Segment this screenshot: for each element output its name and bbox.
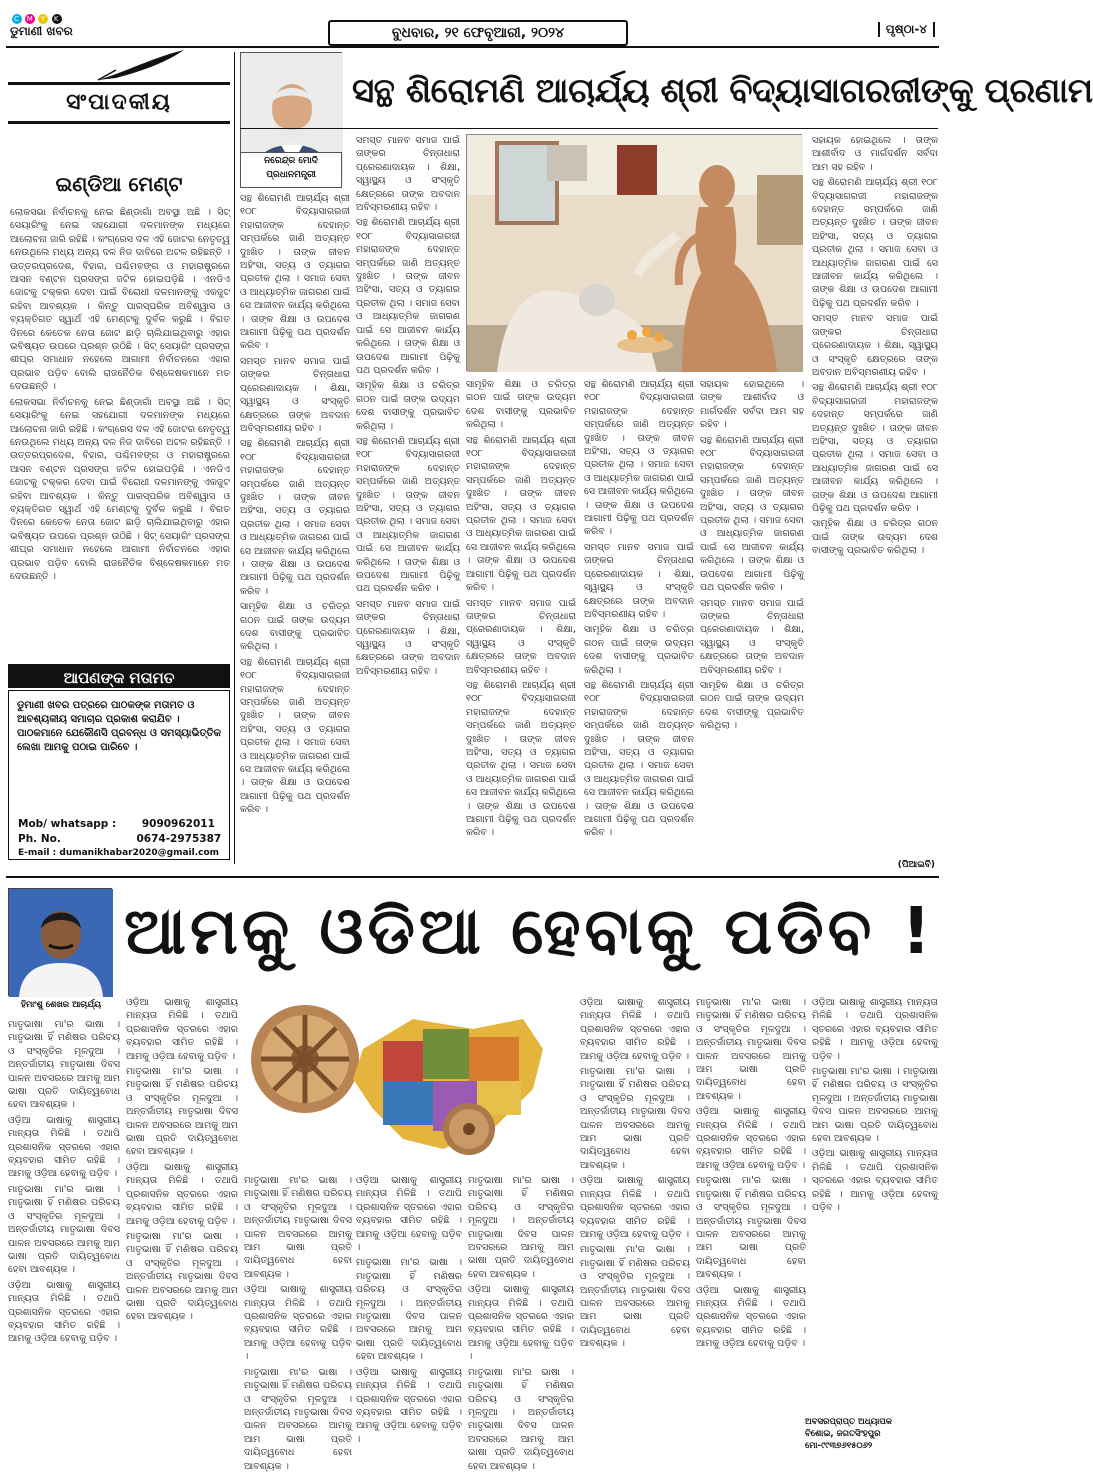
article2-paragraph: ମାତୃଭାଷା ମା'ର ଭାଷା । ମାତୃଭାଷା ହିଁ ମଣିଷର ପରିଚୟ ଓ ସଂସ୍କୃତିର ମୂଳଦୁଆ । ଅନ୍ତର୍ଜାତୀୟ ମାତୃଭାଷା ଦିବସ ପାଳନ ଅବସରରେ ଆମକୁ ଆମ ଭାଷା ପ୍ରତି ଦାୟିତ୍ୱବୋଧ ହେବା ଆବଶ୍ୟକ । [580, 1066, 690, 1171]
editorial-body [10, 206, 230, 646]
article2-paragraph: ଓଡ଼ିଆ ଭାଷାକୁ ଶାସ୍ତ୍ରୀୟ ମାନ୍ୟତା ମିଳିଛି । ତଥାପି ପ୍ରଶାସନିକ ସ୍ତରରେ ଏହାର ବ୍ୟବହାର ସୀମିତ ରହିଛି । ଆମକୁ ଓଡ଼ିଆ ହେବାକୁ ପଡ଼ିବ । [126, 1161, 238, 1227]
signature-place: ବିଶୋଇ, ଜଗତସିଂହପୁର [805, 1429, 881, 1439]
columnist-illustration [9, 889, 113, 997]
article2-paragraph: ଓଡ଼ିଆ ଭାଷାକୁ ଶାସ୍ତ୍ରୀୟ ମାନ୍ୟତା ମିଳିଛି । ତଥାପି ପ୍ରଶାସନିକ ସ୍ତରରେ ଏହାର ବ୍ୟବହାର ସୀମିତ ରହିଛି । ଆମକୁ ଓଡ଼ିଆ ହେବାକୁ ପଡ଼ିବ । [696, 1284, 806, 1350]
article2-paragraph: ମାତୃଭାଷା ମା'ର ଭାଷା । ମାତୃଭାଷା ହିଁ ମଣିଷର ପରିଚୟ ଓ ସଂସ୍କୃତିର ମୂଳଦୁଆ । ଅନ୍ତର୍ଜାତୀୟ ମାତୃଭାଷା ଦିବସ ପାଳନ ଅବସରରେ ଆମକୁ ଆମ ଭାଷା ପ୍ରତି ଦାୟିତ୍ୱବୋଧ ହେବା ଆବଶ୍ୟକ । [126, 1230, 238, 1323]
article2-paragraph: ମାତୃଭାଷା ମା'ର ଭାଷା । ମାତୃଭାଷା ହିଁ ମଣିଷର ପରିଚୟ ଓ ସଂସ୍କୃତିର ମୂଳଦୁଆ । ଅନ୍ତର୍ଜାତୀୟ ମାତୃଭାଷା ଦିବସ ପାଳନ ଅବସରରେ ଆମକୁ ଆମ ଭାଷା ପ୍ରତି ଦାୟିତ୍ୱବୋଧ ହେବା ଆବଶ୍ୟକ । [696, 1175, 806, 1281]
article1-paragraph: ସମସ୍ତ ମାନବ ସମାଜ ପାଇଁ ତାଙ୍କର ଚିନ୍ତାଧାରା ପ୍ରେରଣାଦାୟକ । ଶିକ୍ଷା, ସ୍ୱାସ୍ଥ୍ୟ ଓ ସଂସ୍କୃତି କ୍ଷେତ୍ରରେ ତାଙ୍କ ଅବଦାନ ଅବିସ୍ମରଣୀୟ ରହିବ । [240, 355, 350, 434]
article2-column-7 [696, 996, 806, 1458]
editorial-paragraph: ଲୋକସଭା ନିର୍ବାଚନକୁ ନେଇ ଛିଣ୍ଡାଗାଁ ଅବସ୍ଥା ଅଛି । ସିଟ୍ ସେୟାରିଂକୁ ନେଇ ସହଯୋଗୀ ଦଳମାନଙ୍କ ମଧ୍ୟରେ ଆଲୋଚନା ଜାରି ରହିଛି । କଂଗ୍ରେସ ଦଳ ଏହି ଜୋଟର ନେତୃତ୍ୱ ନେଉଥିଲେ ମଧ୍ୟ ଅନ୍ୟ ଦଳ ନିଜ ଦାବିରେ ଅଟଳ ରହିଛନ୍ତି । ଉତ୍ତରପ୍ରଦେଶ, ବିହାର, ପଶ୍ଚିମବଙ୍ଗ ଓ ମହାରାଷ୍ଟ୍ରରେ ଆସନ ବଣ୍ଟନ ପ୍ରସଙ୍ଗ ଜଟିଳ ହୋଇପଡ଼ିଛି । ଏନଡିଏ ଜୋଟକୁ ଟକ୍କର ଦେବା ପାଇଁ ବିରୋଧୀ ଦଳମାନଙ୍କୁ ଏକଜୁଟ ରହିବା ଆବଶ୍ୟକ । କିନ୍ତୁ ପାରସ୍ପରିକ ଅବିଶ୍ୱାସ ଓ ବ୍ୟକ୍ତିଗତ ସ୍ୱାର୍ଥ ଏହି ମେଣ୍ଟକୁ ଦୁର୍ବଳ କରୁଛି । ବିଗତ ଦିନରେ କେତେକ ନେତା ଜୋଟ ଛାଡ଼ି ଚାଲିଯାଇଥିବାରୁ ଏହାର ଭବିଷ୍ୟତ ଉପରେ ପ୍ରଶ୍ନ ଉଠିଛି । ସିଟ୍ ସେୟାରିଂ ପ୍ରସଙ୍ଗ ଶୀଘ୍ର ସମାଧାନ ନହେଲେ ଆଗାମୀ ନିର୍ବାଚନରେ ଏହାର ପ୍ରଭାବ ପଡ଼ିବ ବୋଲି ରାଜନୈତିକ ବିଶ୍ଳେଷକମାନେ ମତ ଦେଉଛନ୍ତି । [10, 207, 230, 393]
article2-paragraph: ଓଡ଼ିଆ ଭାଷାକୁ ଶାସ୍ତ୍ରୀୟ ମାନ୍ୟତା ମିଳିଛି । ତଥାପି ପ୍ରଶାସନିକ ସ୍ତରରେ ଏହାର ବ୍ୟବହାର ସୀମିତ ରହିଛି । ଆମକୁ ଓଡ଼ିଆ ହେବାକୁ ପଡ଼ିବ । [580, 997, 690, 1062]
editorial-title: ଇଣ୍ଡିଆ ମେଣ୍ଟ [55, 172, 183, 196]
black-mark: K [52, 14, 62, 24]
columnist-photo [8, 888, 112, 996]
author-caption [240, 152, 342, 188]
author-role: ପ୍ରଧାନମନ୍ତ୍ରୀ [266, 170, 316, 180]
article2-paragraph: ମାତୃଭାଷା ମା'ର ଭାଷା । ମାତୃଭାଷା ହିଁ ମଣିଷର ପରିଚୟ ଓ ସଂସ୍କୃତିର ମୂଳଦୁଆ । ଅନ୍ତର୍ଜାତୀୟ ମାତୃଭାଷା ଦିବସ ପାଳନ ଅବସରରେ ଆମକୁ ଆମ ଭାଷା ପ୍ରତି ଦାୟିତ୍ୱବୋଧ ହେବା ଆବଶ୍ୟକ । [468, 1366, 574, 1472]
article1-paragraph: ସାମୂହିକ ଶିକ୍ଷା ଓ ଚରିତ୍ର ଗଠନ ପାଇଁ ତାଙ୍କ ଉଦ୍ୟମ ଦେଶ ବାସୀଙ୍କୁ ପ୍ରଭାବିତ କରିଥିଲା । [812, 518, 938, 557]
article2-paragraph: ମାତୃଭାଷା ମା'ର ଭାଷା । ମାତୃଭାଷା ହିଁ ମଣିଷର ପରିଚୟ ଓ ସଂସ୍କୃତିର ମୂଳଦୁଆ । ଅନ୍ତର୍ଜାତୀୟ ମାତୃଭାଷା ଦିବସ ପାଳନ ଅବସରରେ ଆମକୁ ଆମ ଭାଷା ପ୍ରତି ଦାୟିତ୍ୱବୋଧ ହେବା ଆବଶ୍ୟକ । [696, 997, 806, 1102]
article1-column-3 [466, 378, 576, 858]
mobile-label: Mob/ whatsapp : [18, 818, 117, 830]
article2-paragraph: ମାତୃଭାଷା ମା'ର ଭାଷା । ମାତୃଭାଷା ହିଁ ମଣିଷର ପରିଚୟ ଓ ସଂସ୍କୃତିର ମୂଳଦୁଆ । ଅନ୍ତର୍ଜାତୀୟ ମାତୃଭାଷା ଦିବସ ପାଳନ ଅବସରରେ ଆମକୁ ଆମ ଭାଷା ପ୍ରତି ଦାୟିତ୍ୱବୋଧ ହେବା ଆବଶ୍ୟକ । [244, 1175, 352, 1280]
konark-wheel-and-map-illustration [243, 989, 572, 1165]
photo-illustration [467, 135, 803, 372]
email-contact: E-mail : dumanikhabar2020@gmail.com [18, 848, 220, 858]
section-divider [6, 876, 939, 878]
yellow-mark: Y [38, 14, 48, 24]
opinion-section-heading: ଆପଣଙ୍କ ମତାମତ [8, 664, 230, 688]
article1-paragraph: ସନ୍ଥ ଶିରୋମଣି ଆଚାର୍ଯ୍ୟ ଶ୍ରୀ ୧୦୮ ବିଦ୍ୟାସାଗରଜୀ ମହାରାଜଙ୍କ ଦେହାନ୍ତ ସମ୍ପର୍କରେ ଜାଣି ଅତ୍ୟନ୍ତ ଦୁଃଖିତ । ତାଙ୍କ ଜୀବନ ଅହିଂସା, ସତ୍ୟ ଓ ତ୍ୟାଗର ପ୍ରତୀକ ଥିଲା । ସମାଜ ସେବା ଓ ଆଧ୍ୟାତ୍ମିକ ଜାଗରଣ ପାଇଁ ସେ ଆଜୀବନ କାର୍ଯ୍ୟ କରିଥିଲେ । ତାଙ୍କ ଶିକ୍ଷା ଓ ଉପଦେଶ ଆଗାମୀ ପିଢ଼ିକୁ ପଥ ପ୍ରଦର୍ଶନ କରିବ । [240, 438, 350, 597]
article2-column-2 [126, 996, 238, 1456]
article1-paragraph: ସମସ୍ତ ମାନବ ସମାଜ ପାଇଁ ତାଙ୍କର ଚିନ୍ତାଧାରା ପ୍ରେରଣାଦାୟକ । ଶିକ୍ଷା, ସ୍ୱାସ୍ଥ୍ୟ ଓ ସଂସ୍କୃତି କ୍ଷେତ୍ରରେ ତାଙ୍କ ଅବଦାନ ଅବିସ୍ମରଣୀୟ ରହିବ । [356, 598, 460, 677]
article2-paragraph: ଓଡ଼ିଆ ଭାଷାକୁ ଶାସ୍ତ୍ରୀୟ ମାନ୍ୟତା ମିଳିଛି । ତଥାପି ପ୍ରଶାସନିକ ସ୍ତରରେ ଏହାର ବ୍ୟବହାର ସୀମିତ ରହିଛି । ଆମକୁ ଓଡ଼ିଆ ହେବାକୁ ପଡ଼ିବ । [580, 1175, 690, 1240]
article-credit: (ପିଆଇବି) [897, 860, 935, 870]
article1-paragraph: ସନ୍ଥ ଶିରୋମଣି ଆଚାର୍ଯ୍ୟ ଶ୍ରୀ ୧୦୮ ବିଦ୍ୟାସାଗରଜୀ ମହାରାଜଙ୍କ ଦେହାନ୍ତ ସମ୍ପର୍କରେ ଜାଣି ଅତ୍ୟନ୍ତ ଦୁଃଖିତ । ତାଙ୍କ ଜୀବନ ଅହିଂସା, ସତ୍ୟ ଓ ତ୍ୟାଗର ପ୍ରତୀକ ଥିଲା । ସମାଜ ସେବା ଓ ଆଧ୍ୟାତ୍ମିକ ଜାଗରଣ ପାଇଁ ସେ ଆଜୀବନ କାର୍ଯ୍ୟ କରିଥିଲେ । ତାଙ୍କ ଶିକ୍ଷା ଓ ଉପଦେଶ ଆଗାମୀ ପିଢ଼ିକୁ ପଥ ପ୍ରଦର୍ଶନ କରିବ । [812, 177, 938, 309]
editorial-paragraph-continued: ଲୋକସଭା ନିର୍ବାଚନକୁ ନେଇ ଛିଣ୍ଡାଗାଁ ଅବସ୍ଥା ଅଛି । ସିଟ୍ ସେୟାରିଂକୁ ନେଇ ସହଯୋଗୀ ଦଳମାନଙ୍କ ମଧ୍ୟରେ ଆଲୋଚନା ଜାରି ରହିଛି । କଂଗ୍ରେସ ଦଳ ଏହି ଜୋଟର ନେତୃତ୍ୱ ନେଉଥିଲେ ମଧ୍ୟ ଅନ୍ୟ ଦଳ ନିଜ ଦାବିରେ ଅଟଳ ରହିଛନ୍ତି । ଉତ୍ତରପ୍ରଦେଶ, ବିହାର, ପଶ୍ଚିମବଙ୍ଗ ଓ ମହାରାଷ୍ଟ୍ରରେ ଆସନ ବଣ୍ଟନ ପ୍ରସଙ୍ଗ ଜଟିଳ ହୋଇପଡ଼ିଛି । ଏନଡିଏ ଜୋଟକୁ ଟକ୍କର ଦେବା ପାଇଁ ବିରୋଧୀ ଦଳମାନଙ୍କୁ ଏକଜୁଟ ରହିବା ଆବଶ୍ୟକ । କିନ୍ତୁ ପାରସ୍ପରିକ ଅବିଶ୍ୱାସ ଓ ବ୍ୟକ୍ତିଗତ ସ୍ୱାର୍ଥ ଏହି ମେଣ୍ଟକୁ ଦୁର୍ବଳ କରୁଛି । ବିଗତ ଦିନରେ କେତେକ ନେତା ଜୋଟ ଛାଡ଼ି ଚାଲିଯାଇଥିବାରୁ ଏହାର ଭବିଷ୍ୟତ ଉପରେ ପ୍ରଶ୍ନ ଉଠିଛି । ସିଟ୍ ସେୟାରିଂ ପ୍ରସଙ୍ଗ ଶୀଘ୍ର ସମାଧାନ ନହେଲେ ଆଗାମୀ ନିର୍ବାଚନରେ ଏହାର ପ୍ରଭାବ ପଡ଼ିବ ବୋଲି ରାଜନୈତିକ ବିଶ୍ଳେଷକମାନେ ମତ ଦେଉଛନ୍ତି । [10, 396, 230, 582]
article2-paragraph: ଓଡ଼ିଆ ଭାଷାକୁ ଶାସ୍ତ୍ରୀୟ ମାନ୍ୟତା ମିଳିଛି । ତଥାପି ପ୍ରଶାସନିକ ସ୍ତରରେ ଏହାର ବ୍ୟବହାର ସୀମିତ ରହିଛି । ଆମକୁ ଓଡ଼ିଆ ହେବାକୁ ପଡ଼ିବ । [8, 1114, 120, 1180]
article2-paragraph: ଓଡ଼ିଆ ଭାଷାକୁ ଶାସ୍ତ୍ରୀୟ ମାନ୍ୟତା ମିଳିଛି । ତଥାପି ପ୍ରଶାସନିକ ସ୍ତରରେ ଏହାର ବ୍ୟବହାର ସୀମିତ ରହିଛି । ଆମକୁ ଓଡ଼ିଆ ହେବାକୁ ପଡ଼ିବ । [812, 1148, 938, 1214]
article1-column-2 [356, 134, 460, 854]
article1-paragraph: ସନ୍ଥ ଶିରୋମଣି ଆଚାର୍ଯ୍ୟ ଶ୍ରୀ ୧୦୮ ବିଦ୍ୟାସାଗରଜୀ ମହାରାଜଙ୍କ ଦେହାନ୍ତ ସମ୍ପର୍କରେ ଜାଣି ଅତ୍ୟନ୍ତ ଦୁଃଖିତ । ତାଙ୍କ ଜୀବନ ଅହିଂସା, ସତ୍ୟ ଓ ତ୍ୟାଗର ପ୍ରତୀକ ଥିଲା । ସମାଜ ସେବା ଓ ଆଧ୍ୟାତ୍ମିକ ଜାଗରଣ ପାଇଁ ସେ ଆଜୀବନ କାର୍ଯ୍ୟ କରିଥିଲେ । ତାଙ୍କ ଶିକ୍ଷା ଓ ଉପଦେଶ ଆଗାମୀ ପିଢ଼ିକୁ ପଥ ପ୍ରଦର୍ଶନ କରିବ । [356, 435, 460, 595]
article1-column-4 [584, 378, 694, 858]
quill-pen-icon [96, 48, 186, 82]
article1-paragraph: ସମସ୍ତ ମାନବ ସମାଜ ପାଇଁ ତାଙ୍କର ଚିନ୍ତାଧାରା ପ୍ରେରଣାଦାୟକ । ଶିକ୍ଷା, ସ୍ୱାସ୍ଥ୍ୟ ଓ ସଂସ୍କୃତି କ୍ଷେତ୍ରରେ ତାଙ୍କ ଅବଦାନ ଅବିସ୍ମରଣୀୟ ରହିବ । [812, 313, 938, 378]
article2-paragraph: ଓଡ଼ିଆ ଭାଷାକୁ ଶାସ୍ତ୍ରୀୟ ମାନ୍ୟତା ମିଳିଛି । ତଥାପି ପ୍ରଶାସନିକ ସ୍ତରରେ ଏହାର ବ୍ୟବହାର ସୀମିତ ରହିଛି । ଆମକୁ ଓଡ଼ିଆ ହେବାକୁ ପଡ଼ିବ । [8, 1279, 120, 1345]
article1-paragraph: ସନ୍ଥ ଶିରୋମଣି ଆଚାର୍ଯ୍ୟ ଶ୍ରୀ ୧୦୮ ବିଦ୍ୟାସାଗରଜୀ ମହାରାଜଙ୍କ ଦେହାନ୍ତ ସମ୍ପର୍କରେ ଜାଣି ଅତ୍ୟନ୍ତ ଦୁଃଖିତ । ତାଙ୍କ ଜୀବନ ଅହିଂସା, ସତ୍ୟ ଓ ତ୍ୟାଗର ପ୍ରତୀକ ଥିଲା । ସମାଜ ସେବା ଓ ଆଧ୍ୟାତ୍ମିକ ଜାଗରଣ ପାଇଁ ସେ ଆଜୀବନ କାର୍ଯ୍ୟ କରିଥିଲେ । ତାଙ୍କ ଶିକ୍ଷା ଓ ଉପଦେଶ ଆଗାମୀ ପିଢ଼ିକୁ ପଥ ପ୍ରଦର୍ଶନ କରିବ । [356, 217, 460, 376]
article2-paragraph: ମାତୃଭାଷା ମା'ର ଭାଷା । ମାତୃଭାଷା ହିଁ ମଣିଷର ପରିଚୟ ଓ ସଂସ୍କୃତିର ମୂଳଦୁଆ । ଅନ୍ତର୍ଜାତୀୟ ମାତୃଭାଷା ଦିବସ ପାଳନ ଅବସରରେ ଆମକୁ ଆମ ଭାଷା ପ୍ରତି ଦାୟିତ୍ୱବୋଧ ହେବା ଆବଶ୍ୟକ । [126, 1066, 238, 1158]
article1-paragraph: ସାମୂହିକ ଶିକ୍ଷା ଓ ଚରିତ୍ର ଗଠନ ପାଇଁ ତାଙ୍କ ଉଦ୍ୟମ ଦେଶ ବାସୀଙ୍କୁ ପ୍ରଭାବିତ କରିଥିଲା । [466, 379, 576, 431]
article2-column-8 [812, 996, 938, 1410]
cyan-mark: C [12, 14, 22, 24]
headline-rule [240, 128, 938, 129]
issue-date: ବୁଧବାର, ୨୧ ଫେବୃଆରୀ, ୨୦୨୪ [328, 20, 628, 46]
article1-paragraph: ସନ୍ଥ ଶିରୋମଣି ଆଚାର୍ଯ୍ୟ ଶ୍ରୀ ୧୦୮ ବିଦ୍ୟାସାଗରଜୀ ମହାରାଜଙ୍କ ଦେହାନ୍ତ ସମ୍ପର୍କରେ ଜାଣି ଅତ୍ୟନ୍ତ ଦୁଃଖିତ । ତାଙ୍କ ଜୀବନ ଅହିଂସା, ସତ୍ୟ ଓ ତ୍ୟାଗର ପ୍ରତୀକ ଥିଲା । ସମାଜ ସେବା ଓ ଆଧ୍ୟାତ୍ମିକ ଜାଗରଣ ପାଇଁ ସେ ଆଜୀବନ କାର୍ଯ୍ୟ କରିଥିଲେ । ତାଙ୍କ ଶିକ୍ଷା ଓ ଉପଦେଶ ଆଗାମୀ ପିଢ଼ିକୁ ପଥ ପ୍ରଦର୍ଶନ କରିବ । [584, 679, 694, 839]
article2-paragraph: ମାତୃଭାଷା ମା'ର ଭାଷା । ମାତୃଭାଷା ହିଁ ମଣିଷର ପରିଚୟ ଓ ସଂସ୍କୃତିର ମୂଳଦୁଆ । ଅନ୍ତର୍ଜାତୀୟ ମାତୃଭାଷା ଦିବସ ପାଳନ ଅବସରରେ ଆମକୁ ଆମ ଭାଷା ପ୍ରତି ଦାୟିତ୍ୱବୋଧ ହେବା ଆବଶ୍ୟକ । [580, 1244, 690, 1350]
author-name: ନରେନ୍ଦ୍ର ମୋଦି [264, 156, 318, 166]
article1-paragraph: ସନ୍ଥ ଶିରୋମଣି ଆଚାର୍ଯ୍ୟ ଶ୍ରୀ ୧୦୮ ବିଦ୍ୟାସାଗରଜୀ ମହାରାଜଙ୍କ ଦେହାନ୍ତ ସମ୍ପର୍କରେ ଜାଣି ଅତ୍ୟନ୍ତ ଦୁଃଖିତ । ତାଙ୍କ ଜୀବନ ଅହିଂସା, ସତ୍ୟ ଓ ତ୍ୟାଗର ପ୍ରତୀକ ଥିଲା । ସମାଜ ସେବା ଓ ଆଧ୍ୟାତ୍ମିକ ଜାଗରଣ ପାଇଁ ସେ ଆଜୀବନ କାର୍ଯ୍ୟ କରିଥିଲେ । ତାଙ୍କ ଶିକ୍ଷା ଓ ଉପଦେଶ ଆଗାମୀ ପିଢ଼ିକୁ ପଥ ପ୍ରଦର୍ଶନ କରିବ । [240, 193, 350, 352]
article1-paragraph: ସହାୟକ ହୋଇଥିଲେ । ତାଙ୍କ ଆଶୀର୍ବାଦ ଓ ମାର୍ଗଦର୍ଶନ ସର୍ବଦା ଆମ ସହ ରହିବ । [812, 135, 938, 173]
article2-paragraph: ମାତୃଭାଷା ମା'ର ଭାଷା । ମାତୃଭାଷା ହିଁ ମଣିଷର ପରିଚୟ ଓ ସଂସ୍କୃତିର ମୂଳଦୁଆ । ଅନ୍ତର୍ଜାତୀୟ ମାତୃଭାଷା ଦିବସ ପାଳନ ଅବସରରେ ଆମକୁ ଆମ ଭାଷା ପ୍ରତି ଦାୟିତ୍ୱବୋଧ ହେବା ଆବଶ୍ୟକ । [356, 1257, 462, 1363]
article1-paragraph: ସାମୂହିକ ଶିକ୍ଷା ଓ ଚରିତ୍ର ଗଠନ ପାଇଁ ତାଙ୍କ ଉଦ୍ୟମ ଦେଶ ବାସୀଙ୍କୁ ପ୍ରଭାବିତ କରିଥିଲା । [700, 679, 804, 732]
page-number: ପୃଷ୍ଠା-୪ [878, 22, 935, 37]
article2-paragraph: ମାତୃଭାଷା ମା'ର ଭାଷା । ମାତୃଭାଷା ହିଁ ମଣିଷର ପରିଚୟ ଓ ସଂସ୍କୃତିର ମୂଳଦୁଆ । ଅନ୍ତର୍ଜାତୀୟ ମାତୃଭାଷା ଦିବସ ପାଳନ ଅବସରରେ ଆମକୁ ଆମ ଭାଷା ପ୍ରତି ଦାୟିତ୍ୱବୋଧ ହେବା ଆବଶ୍ୟକ । [812, 1066, 938, 1145]
article1-paragraph: ସନ୍ଥ ଶିରୋମଣି ଆଚାର୍ଯ୍ୟ ଶ୍ରୀ ୧୦୮ ବିଦ୍ୟାସାଗରଜୀ ମହାରାଜଙ୍କ ଦେହାନ୍ତ ସମ୍ପର୍କରେ ଜାଣି ଅତ୍ୟନ୍ତ ଦୁଃଖିତ । ତାଙ୍କ ଜୀବନ ଅହିଂସା, ସତ୍ୟ ଓ ତ୍ୟାଗର ପ୍ରତୀକ ଥିଲା । ସମାଜ ସେବା ଓ ଆଧ୍ୟାତ୍ମିକ ଜାଗରଣ ପାଇଁ ସେ ଆଜୀବନ କାର୍ଯ୍ୟ କରିଥିଲେ । ତାଙ୍କ ଶିକ୍ଷା ଓ ଉପଦେଶ ଆଗାମୀ ପିଢ଼ିକୁ ପଥ ପ୍ରଦର୍ଶନ କରିବ । [812, 382, 938, 514]
columnist-name: ହିମାଂଶୁ ଶେଖର ଆଚାର୍ଯ୍ୟ [21, 1000, 101, 1010]
mobile-contact [18, 818, 215, 830]
article2-column-6 [580, 996, 690, 1458]
article2-paragraph: ଓଡ଼ିଆ ଭାଷାକୁ ଶାସ୍ତ୍ରୀୟ ମାନ୍ୟତା ମିଳିଛି । ତଥାପି ପ୍ରଶାସନିକ ସ୍ତରରେ ଏହାର ବ୍ୟବହାର ସୀମିତ ରହିଛି । ଆମକୁ ଓଡ଼ିଆ ହେବାକୁ ପଡ଼ିବ । [356, 1175, 462, 1254]
odisha-heritage-illustration [243, 989, 572, 1165]
signature-designation: ଅବସରପ୍ରାପ୍ତ ଅଧ୍ୟାପକ [805, 1417, 893, 1427]
magenta-mark: M [26, 15, 34, 23]
page-header [6, 14, 939, 44]
article2-column-1 [8, 1018, 120, 1458]
article1-paragraph: ସାମୂହିକ ଶିକ୍ଷା ଓ ଚରିତ୍ର ଗଠନ ପାଇଁ ତାଙ୍କ ଉଦ୍ୟମ ଦେଶ ବାସୀଙ୍କୁ ପ୍ରଭାବିତ କରିଥିଲା । [240, 601, 350, 653]
article1-paragraph: ସନ୍ଥ ଶିରୋମଣି ଆଚାର୍ଯ୍ୟ ଶ୍ରୀ ୧୦୮ ବିଦ୍ୟାସାଗରଜୀ ମହାରାଜଙ୍କ ଦେହାନ୍ତ ସମ୍ପର୍କରେ ଜାଣି ଅତ୍ୟନ୍ତ ଦୁଃଖିତ । ତାଙ୍କ ଜୀବନ ଅହିଂସା, ସତ୍ୟ ଓ ତ୍ୟାଗର ପ୍ରତୀକ ଥିଲା । ସମାଜ ସେବା ଓ ଆଧ୍ୟାତ୍ମିକ ଜାଗରଣ ପାଇଁ ସେ ଆଜୀବନ କାର୍ଯ୍ୟ କରିଥିଲେ । ତାଙ୍କ ଶିକ୍ଷା ଓ ଉପଦେଶ ଆଗାମୀ ପିଢ଼ିକୁ ପଥ ପ୍ରଦର୍ଶନ କରିବ । [240, 656, 350, 816]
signature-phone: ମୋ-୯୯୩୭୬୧୫୦୬୨ [805, 1441, 873, 1451]
article2-paragraph: ମାତୃଭାଷା ମା'ର ଭାଷା । ମାତୃଭାଷା ହିଁ ମଣିଷର ପରିଚୟ ଓ ସଂସ୍କୃତିର ମୂଳଦୁଆ । ଅନ୍ତର୍ଜାତୀୟ ମାତୃଭାଷା ଦିବସ ପାଳନ ଅବସରରେ ଆମକୁ ଆମ ଭାଷା ପ୍ରତି ଦାୟିତ୍ୱବୋଧ ହେବା ଆବଶ୍ୟକ । [468, 1175, 574, 1280]
column-divider [234, 52, 235, 864]
article2-paragraph: ଓଡ଼ିଆ ଭାଷାକୁ ଶାସ୍ତ୍ରୀୟ ମାନ୍ୟତା ମିଳିଛି । ତଥାପି ପ୍ରଶାସନିକ ସ୍ତରରେ ଏହାର ବ୍ୟବହାର ସୀମିତ ରହିଛି । ଆମକୁ ଓଡ଼ିଆ ହେବାକୁ ପଡ଼ିବ । [126, 997, 238, 1062]
phone-number: 0674-2975387 [136, 833, 222, 845]
article2-paragraph: ଓଡ଼ିଆ ଭାଷାକୁ ଶାସ୍ତ୍ରୀୟ ମାନ୍ୟତା ମିଳିଛି । ତଥାପି ପ୍ରଶାସନିକ ସ୍ତରରେ ଏହାର ବ୍ୟବହାର ସୀମିତ ରହିଛି । ଆମକୁ ଓଡ଼ିଆ ହେବାକୁ ପଡ଼ିବ । [468, 1284, 574, 1363]
article1-paragraph: ସାମୂହିକ ଶିକ୍ଷା ଓ ଚରିତ୍ର ଗଠନ ପାଇଁ ତାଙ୍କ ଉଦ୍ୟମ ଦେଶ ବାସୀଙ୍କୁ ପ୍ରଭାବିତ କରିଥିଲା । [356, 380, 460, 432]
article2-paragraph: ଓଡ଼ିଆ ଭାଷାକୁ ଶାସ୍ତ୍ରୀୟ ମାନ୍ୟତା ମିଳିଛି । ତଥାପି ପ୍ରଶାସନିକ ସ୍ତରରେ ଏହାର ବ୍ୟବହାର ସୀମିତ ରହିଛି । ଆମକୁ ଓଡ଼ିଆ ହେବାକୁ ପଡ଼ିବ । [356, 1366, 462, 1445]
article2-paragraph: ମାତୃଭାଷା ମା'ର ଭାଷା । ମାତୃଭାଷା ହିଁ ମଣିଷର ପରିଚୟ ଓ ସଂସ୍କୃତିର ମୂଳଦୁଆ । ଅନ୍ତର୍ଜାତୀୟ ମାତୃଭାଷା ଦିବସ ପାଳନ ଅବସରରେ ଆମକୁ ଆମ ଭାଷା ପ୍ରତି ଦାୟିତ୍ୱବୋଧ ହେବା ଆବଶ୍ୟକ । [244, 1366, 352, 1472]
article1-paragraph: ସନ୍ଥ ଶିରୋମଣି ଆଚାର୍ଯ୍ୟ ଶ୍ରୀ ୧୦୮ ବିଦ୍ୟାସାଗରଜୀ ମହାରାଜଙ୍କ ଦେହାନ୍ତ ସମ୍ପର୍କରେ ଜାଣି ଅତ୍ୟନ୍ତ ଦୁଃଖିତ । ତାଙ୍କ ଜୀବନ ଅହିଂସା, ସତ୍ୟ ଓ ତ୍ୟାଗର ପ୍ରତୀକ ଥିଲା । ସମାଜ ସେବା ଓ ଆଧ୍ୟାତ୍ମିକ ଜାଗରଣ ପାଇଁ ସେ ଆଜୀବନ କାର୍ଯ୍ୟ କରିଥିଲେ । ତାଙ୍କ ଶିକ୍ଷା ଓ ଉପଦେଶ ଆଗାମୀ ପିଢ଼ିକୁ ପଥ ପ୍ରଦର୍ଶନ କରିବ । [466, 434, 576, 594]
phone-label: Ph. No. [18, 833, 61, 845]
article1-column-5 [700, 378, 804, 858]
cmyk-registration-marks [12, 14, 62, 24]
article2-paragraph: ଓଡ଼ିଆ ଭାଷାକୁ ଶାସ୍ତ୍ରୀୟ ମାନ୍ୟତା ମିଳିଛି । ତଥାପି ପ୍ରଶାସନିକ ସ୍ତରରେ ଏହାର ବ୍ୟବହାର ସୀମିତ ରହିଛି । ଆମକୁ ଓଡ଼ିଆ ହେବାକୁ ପଡ଼ିବ । [696, 1106, 806, 1171]
article2-headline: ଆମକୁ ଓଡିଆ ହେବାକୁ ପଡିବ ! [124, 895, 935, 969]
article2-paragraph: ଓଡ଼ିଆ ଭାଷାକୁ ଶାସ୍ତ୍ରୀୟ ମାନ୍ୟତା ମିଳିଛି । ତଥାପି ପ୍ରଶାସନିକ ସ୍ତରରେ ଏହାର ବ୍ୟବହାର ସୀମିତ ରହିଛି । ଆମକୁ ଓଡ଼ିଆ ହେବାକୁ ପଡ଼ିବ । [244, 1284, 352, 1363]
article-headline: ସନ୍ଥ ଶିରୋମଣି ଆଚାର୍ଯ୍ୟ ଶ୍ରୀ ବିଦ୍ୟାସାଗରଜୀଙ୍କୁ ପ୍ରଣାମ [352, 71, 1093, 111]
article1-paragraph: ସମସ୍ତ ମାନବ ସମାଜ ପାଇଁ ତାଙ୍କର ଚିନ୍ତାଧାରା ପ୍ରେରଣାଦାୟକ । ଶିକ୍ଷା, ସ୍ୱାସ୍ଥ୍ୟ ଓ ସଂସ୍କୃତି କ୍ଷେତ୍ରରେ ତାଙ୍କ ଅବଦାନ ଅବିସ୍ମରଣୀୟ ରହିବ । [466, 597, 576, 676]
article1-column-6 [812, 134, 938, 850]
article1-paragraph: ସନ୍ଥ ଶିରୋମଣି ଆଚାର୍ଯ୍ୟ ଶ୍ରୀ ୧୦୮ ବିଦ୍ୟାସାଗରଜୀ ମହାରାଜଙ୍କ ଦେହାନ୍ତ ସମ୍ପର୍କରେ ଜାଣି ଅତ୍ୟନ୍ତ ଦୁଃଖିତ । ତାଙ୍କ ଜୀବନ ଅହିଂସା, ସତ୍ୟ ଓ ତ୍ୟାଗର ପ୍ରତୀକ ଥିଲା । ସମାଜ ସେବା ଓ ଆଧ୍ୟାତ୍ମିକ ଜାଗରଣ ପାଇଁ ସେ ଆଜୀବନ କାର୍ଯ୍ୟ କରିଥିଲେ । ତାଙ୍କ ଶିକ୍ଷା ଓ ଉପଦେଶ ଆଗାମୀ ପିଢ଼ିକୁ ପଥ ପ୍ରଦର୍ଶନ କରିବ । [584, 379, 694, 538]
article2-column-4 [356, 1174, 462, 1458]
phone-contact [18, 833, 221, 845]
article2-paragraph: ମାତୃଭାଷା ମା'ର ଭାଷା । ମାତୃଭାଷା ହିଁ ମଣିଷର ପରିଚୟ ଓ ସଂସ୍କୃତିର ମୂଳଦୁଆ । ଅନ୍ତର୍ଜାତୀୟ ମାତୃଭାଷା ଦିବସ ପାଳନ ଅବସରରେ ଆମକୁ ଆମ ଭାଷା ପ୍ରତି ଦାୟିତ୍ୱବୋଧ ହେବା ଆବଶ୍ୟକ । [8, 1183, 120, 1276]
article1-paragraph: ସନ୍ଥ ଶିରୋମଣି ଆଚାର୍ଯ୍ୟ ଶ୍ରୀ ୧୦୮ ବିଦ୍ୟାସାଗରଜୀ ମହାରାଜଙ୍କ ଦେହାନ୍ତ ସମ୍ପର୍କରେ ଜାଣି ଅତ୍ୟନ୍ତ ଦୁଃଖିତ । ତାଙ୍କ ଜୀବନ ଅହିଂସା, ସତ୍ୟ ଓ ତ୍ୟାଗର ପ୍ରତୀକ ଥିଲା । ସମାଜ ସେବା ଓ ଆଧ୍ୟାତ୍ମିକ ଜାଗରଣ ପାଇଁ ସେ ଆଜୀବନ କାର୍ଯ୍ୟ କରିଥିଲେ । ତାଙ୍କ ଶିକ୍ଷା ଓ ଉପଦେଶ ଆଗାମୀ ପିଢ଼ିକୁ ପଥ ପ୍ରଦର୍ଶନ କରିବ । [466, 679, 576, 839]
article1-paragraph: ସହାୟକ ହୋଇଥିଲେ । ତାଙ୍କ ଆଶୀର୍ବାଦ ଓ ମାର୍ଗଦର୍ଶନ ସର୍ବଦା ଆମ ସହ ରହିବ । [700, 379, 804, 431]
article1-paragraph: ସାମୂହିକ ଶିକ୍ଷା ଓ ଚରିତ୍ର ଗଠନ ପାଇଁ ତାଙ୍କ ଉଦ୍ୟମ ଦେଶ ବାସୀଙ୍କୁ ପ୍ରଭାବିତ କରିଥିଲା । [584, 624, 694, 676]
article1-paragraph: ସମସ୍ତ ମାନବ ସମାଜ ପାଇଁ ତାଙ୍କର ଚିନ୍ତାଧାରା ପ୍ରେରଣାଦାୟକ । ଶିକ୍ଷା, ସ୍ୱାସ୍ଥ୍ୟ ଓ ସଂସ୍କୃତି କ୍ଷେତ୍ରରେ ତାଙ୍କ ଅବଦାନ ଅବିସ୍ମରଣୀୟ ରହିବ । [584, 541, 694, 620]
acharya-meeting-photo [466, 134, 802, 371]
article1-paragraph: ସମସ୍ତ ମାନବ ସମାଜ ପାଇଁ ତାଙ୍କର ଚିନ୍ତାଧାରା ପ୍ରେରଣାଦାୟକ । ଶିକ୍ଷା, ସ୍ୱାସ୍ଥ୍ୟ ଓ ସଂସ୍କୃତି କ୍ଷେତ୍ରରେ ତାଙ୍କ ଅବଦାନ ଅବିସ୍ମରଣୀୟ ରହିବ । [356, 135, 460, 214]
newspaper-name: ଡୁମାଣୀ ଖବର [10, 24, 73, 38]
author-signature-block [805, 1416, 940, 1452]
article1-paragraph: ସମସ୍ତ ମାନବ ସମାଜ ପାଇଁ ତାଙ୍କର ଚିନ୍ତାଧାରା ପ୍ରେରଣାଦାୟକ । ଶିକ୍ଷା, ସ୍ୱାସ୍ଥ୍ୟ ଓ ସଂସ୍କୃତି କ୍ଷେତ୍ରରେ ତାଙ୍କ ଅବଦାନ ଅବିସ୍ମରଣୀୟ ରହିବ । [700, 597, 804, 676]
article2-paragraph: ମାତୃଭାଷା ମା'ର ଭାଷା । ମାତୃଭାଷା ହିଁ ମଣିଷର ପରିଚୟ ଓ ସଂସ୍କୃତିର ମୂଳଦୁଆ । ଅନ୍ତର୍ଜାତୀୟ ମାତୃଭାଷା ଦିବସ ପାଳନ ଅବସରରେ ଆମକୁ ଆମ ଭାଷା ପ୍ରତି ଦାୟିତ୍ୱବୋଧ ହେବା ଆବଶ୍ୟକ । [8, 1019, 120, 1111]
article1-paragraph: ସନ୍ଥ ଶିରୋମଣି ଆଚାର୍ଯ୍ୟ ଶ୍ରୀ ୧୦୮ ବିଦ୍ୟାସାଗରଜୀ ମହାରାଜଙ୍କ ଦେହାନ୍ତ ସମ୍ପର୍କରେ ଜାଣି ଅତ୍ୟନ୍ତ ଦୁଃଖିତ । ତାଙ୍କ ଜୀବନ ଅହିଂସା, ସତ୍ୟ ଓ ତ୍ୟାଗର ପ୍ରତୀକ ଥିଲା । ସମାଜ ସେବା ଓ ଆଧ୍ୟାତ୍ମିକ ଜାଗରଣ ପାଇଁ ସେ ଆଜୀବନ କାର୍ଯ୍ୟ କରିଥିଲେ । ତାଙ୍କ ଶିକ୍ଷା ଓ ଉପଦେଶ ଆଗାମୀ ପିଢ଼ିକୁ ପଥ ପ୍ରଦର୍ଶନ କରିବ । [700, 434, 804, 594]
article2-column-5 [468, 1174, 574, 1472]
opinion-text: ଡୁମାଣୀ ଖବର ପତ୍ରରେ ପାଠକଙ୍କ ମତାମତ ଓ ଆବଶ୍ୟକୀୟ ସମାଚାର ପ୍ରକାଶ କରାଯିବ । ପାଠକମାନେ ଯେକୌଣସି ପ୍ରବନ୍ଧ ଓ ସମସ୍ୟାଭିତ୍ତିକ ଲେଖା ଆମକୁ ପଠାଇ ପାରିବେ । [17, 700, 221, 753]
mobile-number: 9090962011 [141, 818, 215, 830]
article2-paragraph: ଓଡ଼ିଆ ଭାଷାକୁ ଶାସ୍ତ୍ରୀୟ ମାନ୍ୟତା ମିଳିଛି । ତଥାପି ପ୍ରଶାସନିକ ସ୍ତରରେ ଏହାର ବ୍ୟବହାର ସୀମିତ ରହିଛି । ଆମକୁ ଓଡ଼ିଆ ହେବାକୁ ପଡ଼ିବ । [812, 997, 938, 1062]
editorial-section-banner: ସଂପାଦକୀୟ [8, 82, 230, 124]
article2-column-3 [244, 1174, 352, 1472]
article1-column-1 [240, 192, 350, 852]
